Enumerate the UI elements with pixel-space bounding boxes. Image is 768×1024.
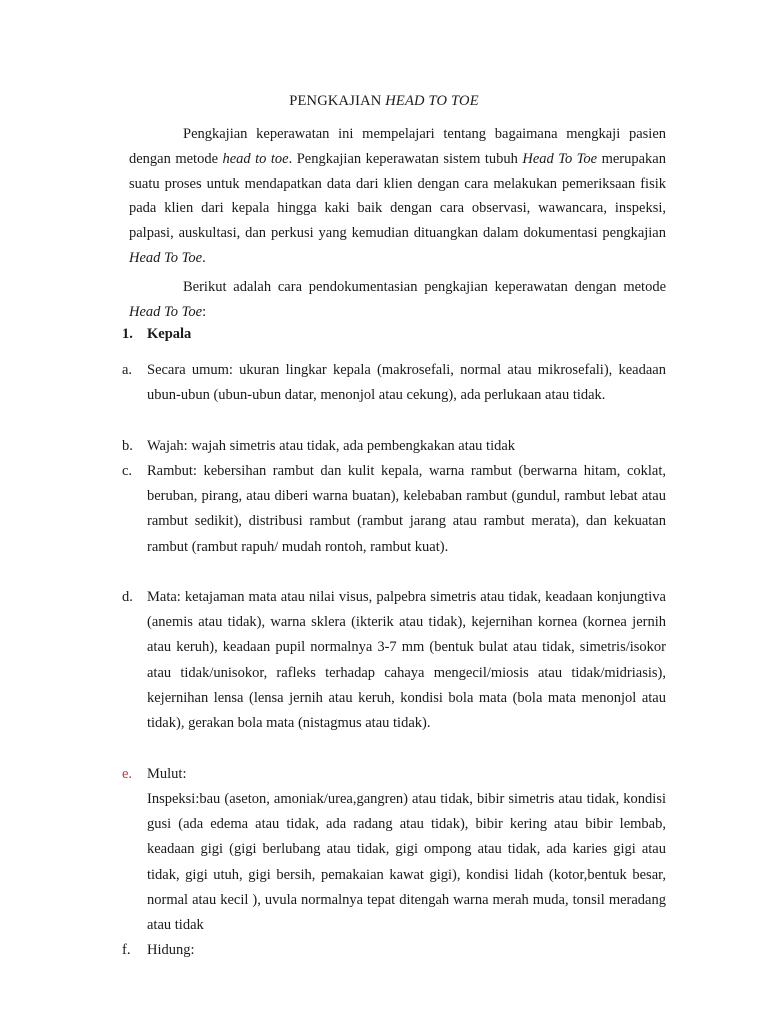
- list-item-secara-umum: [122, 358, 666, 408]
- list-item-hidung: [122, 938, 666, 963]
- list-marker: e.: [122, 766, 133, 782]
- list-marker: a.: [122, 362, 133, 378]
- list-item-text: Secara umum: ukuran lingkar kepala (makrosefali, normal atau mikrosefali), keadaan ubun-ubun (ubun-ubun datar, menonjol atau cekung), ada perlukaan atau tidak.: [147, 362, 666, 404]
- list-marker: b.: [122, 438, 133, 454]
- list-item-text: Hidung:: [147, 942, 195, 958]
- title-italic: HEAD TO TOE: [385, 93, 479, 109]
- section-number: 1.: [122, 326, 133, 342]
- method-paragraph: Berikut adalah cara pendokumentasian pengkajian keperawatan dengan metode Head To Toe:: [129, 279, 666, 320]
- mulut-inspection-text: Inspeksi:bau (aseton, amoniak/urea,gangren) atau tidak, bibir simetris atau tidak, kondisi gusi (ada edema atau tidak, ada radang atau tidak), bibir kering atau bibir lembab, keadaan gigi (gigi berlubang atau tidak, gigi ompong atau tidak, ada karies gigi atau tidak, gigi utuh, gigi bersih, pemakaian kawat gigi), kondisi lidah (kotor,bentuk besar, normal atau kecil ), uvula normalnya tepat ditengah warna merah muda, tonsil meradang atau tidak: [147, 791, 666, 934]
- section-label: Kepala: [147, 326, 192, 342]
- page-title: PENGKAJIAN HEAD TO TOE: [289, 93, 479, 109]
- list-item-text: Rambut: kebersihan rambut dan kulit kepala, warna rambut (berwarna hitam, coklat, beruban, pirang, atau diberi warna buatan), kelebaban rambut (gundul, rambut lebat atau rambut sedikit), distribusi rambut (rambut jarang atau rambut merata), dan kekuatan rambut (rambut rapuh/ mudah rontoh, rambut kuat).: [147, 463, 666, 555]
- list-item-text: Mata: ketajaman mata atau nilai visus, palpebra simetris atau tidak, keadaan konjungtiva (anemis atau tidak), warna sklera (ikterik atau tidak), kejernihan kornea (kornea jernih atau keruh), keadaan pupil normalnya 3-7 mm (bentuk bulat atau tidak, simetris/isokor atau tidak/unisokor, rafleks terhadap cahaya mengecil/miosis atau tidak/midriasis), kejernihan lensa (lensa jernih atau keruh, kondisi bola mata (bola mata menonjol atau tidak), gerakan bola mata (nistagmus atau tidak).: [147, 589, 666, 732]
- list-item-wajah: [122, 434, 666, 459]
- list-item-text: Wajah: wajah simetris atau tidak, ada pembengkakan atau tidak: [147, 438, 516, 454]
- list-marker: d.: [122, 589, 133, 605]
- list-marker: c.: [122, 463, 133, 479]
- section-heading-kepala: [122, 326, 191, 343]
- list-item-text: Mulut:: [147, 766, 187, 782]
- intro-paragraph: Pengkajian keperawatan ini mempelajari tentang bagaimana mengkaji pasien dengan metode head to toe. Pengkajian keperawatan sistem tubuh Head To Toe merupakan suatu proses untuk mendapatkan data dari klien dengan cara melakukan pemeriksaan fisik pada klien dari kepala hingga kaki baik dengan cara observasi, wawancara, inspeksi, palpasi, auskultasi, dan perkusi yang kemudian dituangkan dalam dokumentasi pengkajian Head To Toe.: [129, 126, 666, 266]
- list-item-mata: [122, 585, 666, 736]
- list-marker: f.: [122, 942, 131, 958]
- list-item-mulut: [122, 762, 666, 787]
- list-item-rambut: [122, 459, 666, 560]
